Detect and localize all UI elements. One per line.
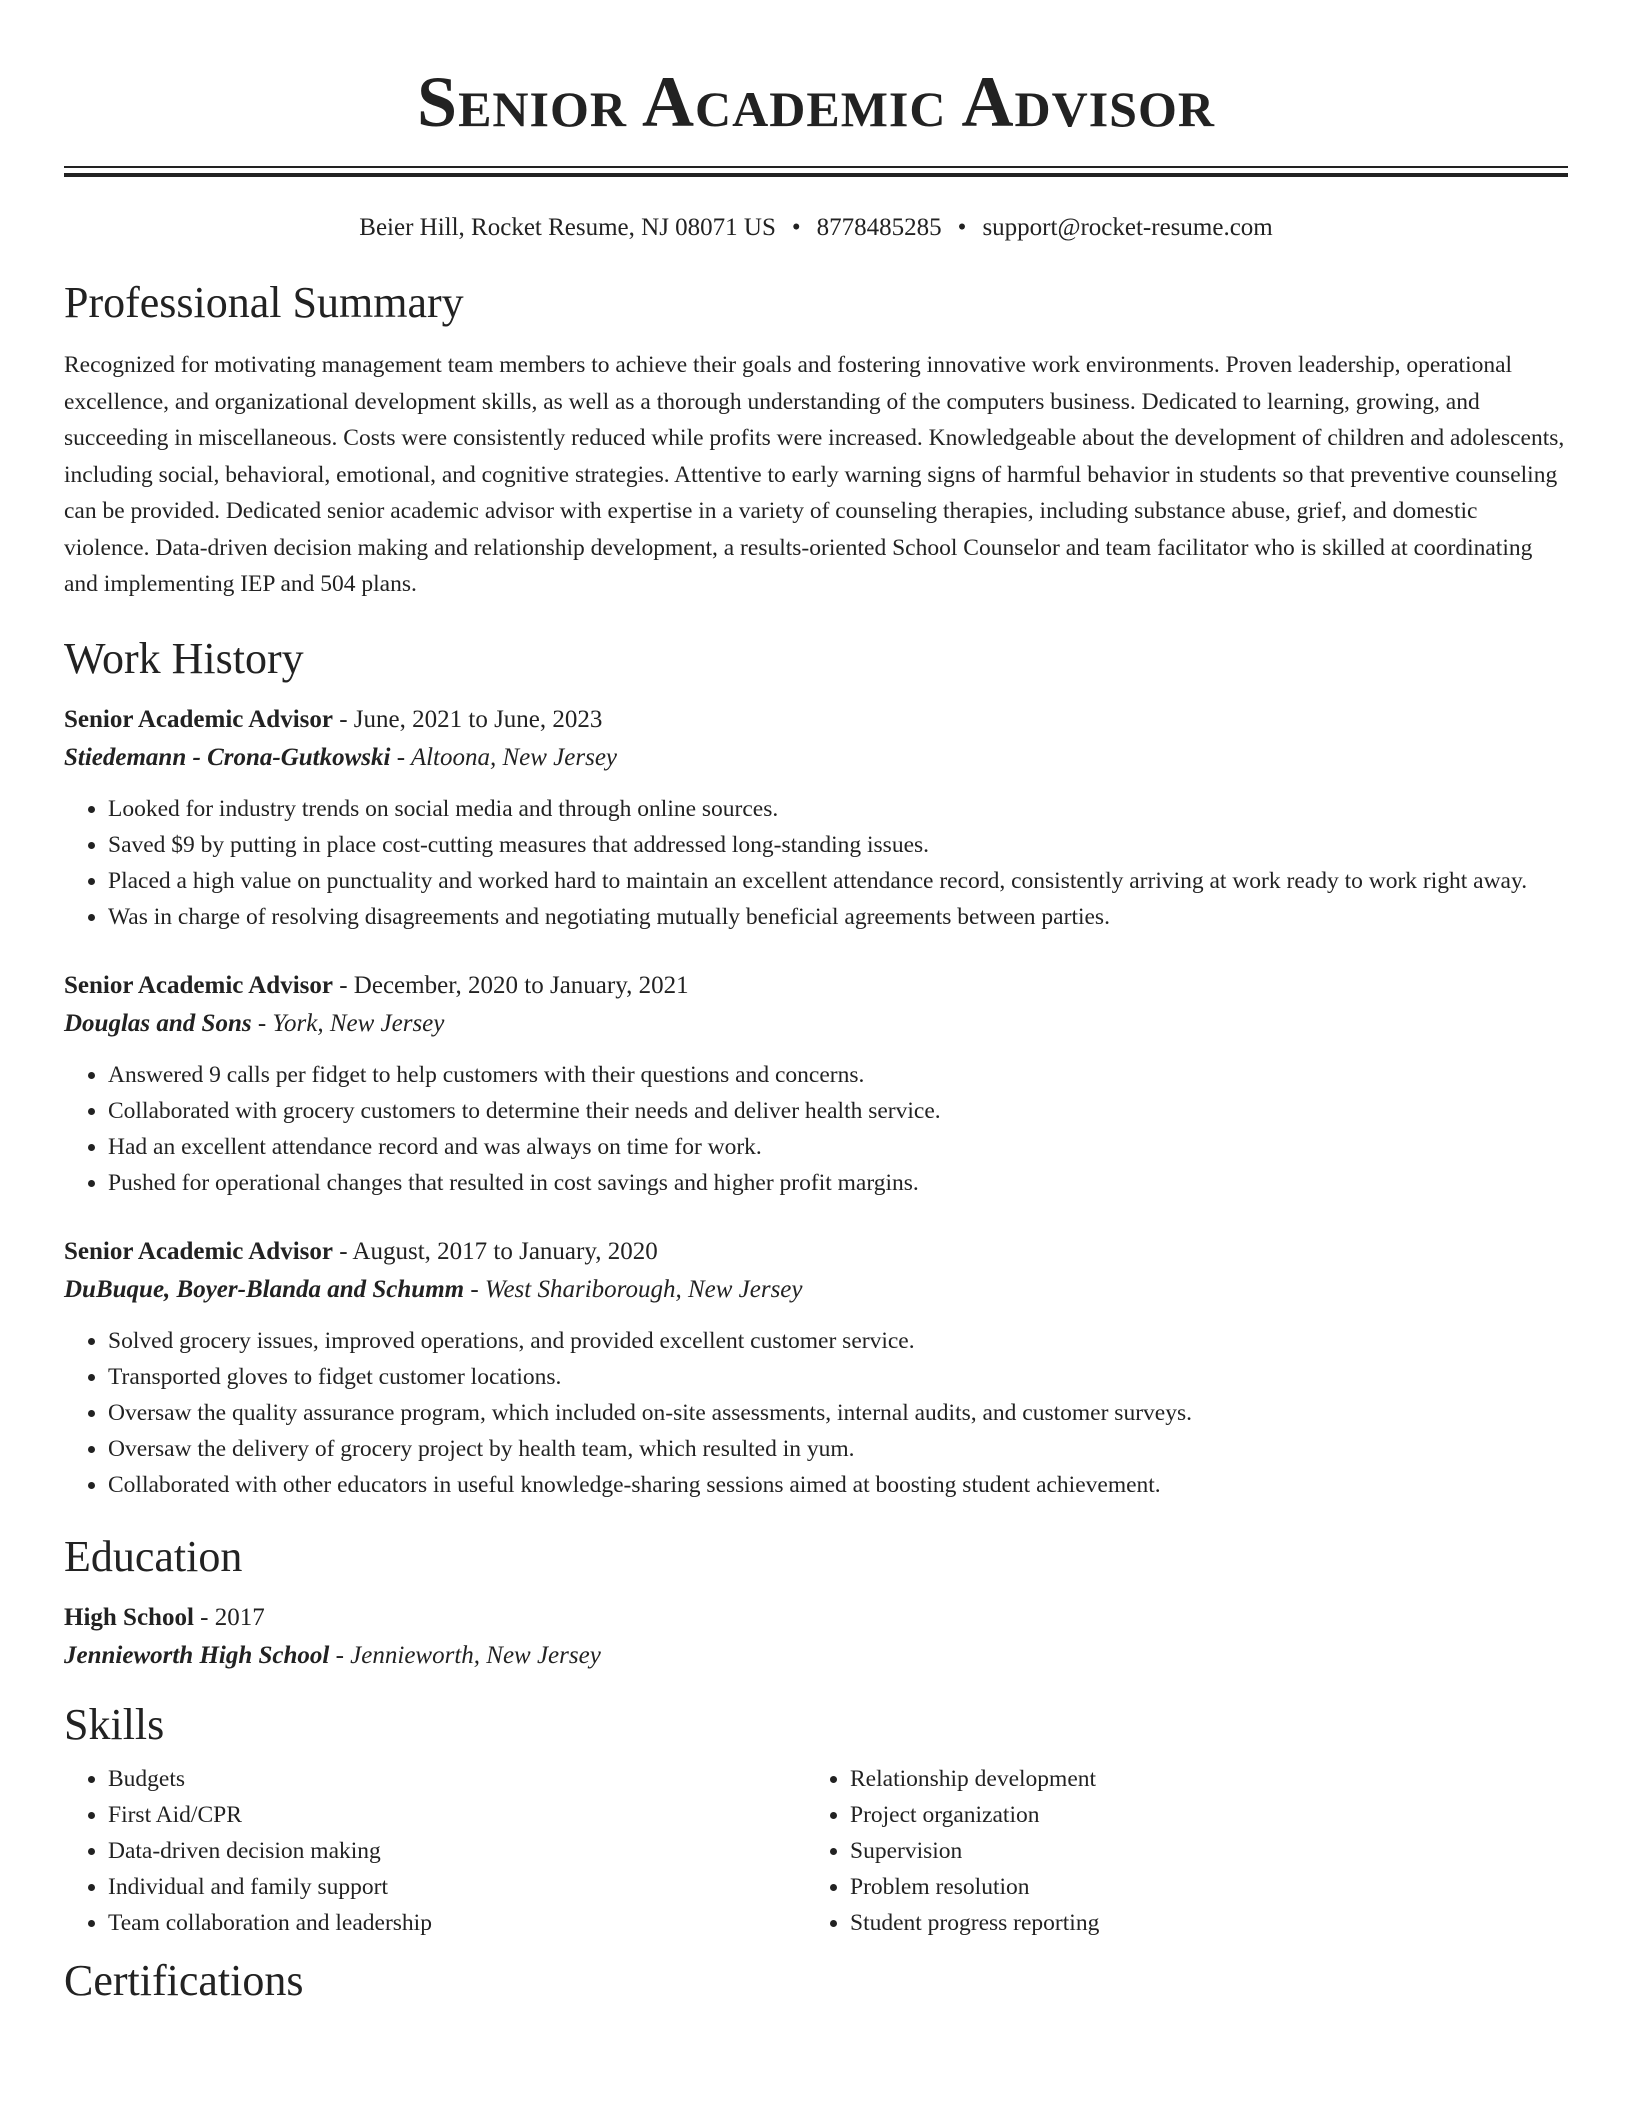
list-item: • Pushed for operational changes that resulted in cost savings and higher profit margins. bbox=[108, 1165, 1568, 1201]
list-item: • Solved grocery issues, improved operations, and provided excellent customer service. bbox=[108, 1323, 1568, 1359]
skill-item: • Individual and family support bbox=[108, 1869, 806, 1905]
skills-heading: Skills bbox=[64, 1699, 165, 1749]
list-item: • Was in charge of resolving disagreements and negotiating mutually beneficial agreements between parties. bbox=[108, 899, 1568, 935]
contact-email: support@rocket-resume.com bbox=[982, 214, 1273, 241]
job-company-line bbox=[64, 739, 1568, 777]
job-location: - West Shariborough, New Jersey bbox=[464, 1275, 803, 1303]
job-title-line bbox=[64, 967, 1568, 1005]
job-title: Senior Academic Advisor bbox=[64, 971, 333, 999]
job-location: - York, New Jersey bbox=[251, 1009, 445, 1037]
skills-grid bbox=[64, 1761, 1568, 1941]
contact-address: Beier Hill, Rocket Resume, NJ 08071 US bbox=[359, 214, 776, 241]
education-year: - 2017 bbox=[193, 1603, 265, 1631]
education-degree-line bbox=[64, 1599, 1568, 1637]
title-divider-thick bbox=[64, 173, 1568, 177]
job-bullets bbox=[64, 791, 1568, 935]
job-dates: - December, 2020 to January, 2021 bbox=[332, 971, 689, 999]
certifications-heading: Certifications bbox=[64, 1955, 304, 2005]
job-company-line bbox=[64, 1005, 1568, 1043]
list-item: • Collaborated with grocery customers to determine their needs and deliver health service. bbox=[108, 1093, 1568, 1129]
list-item: • Transported gloves to fidget customer locations. bbox=[108, 1359, 1568, 1395]
contact-phone: 8778485285 bbox=[816, 214, 942, 241]
job-dates: - August, 2017 to January, 2020 bbox=[332, 1237, 658, 1265]
education-location: - Jennieworth, New Jersey bbox=[329, 1641, 601, 1669]
skills-list-left bbox=[64, 1761, 806, 1941]
skills-list-right bbox=[806, 1761, 1548, 1941]
skill-item: • Team collaboration and leadership bbox=[108, 1905, 806, 1941]
job-bullets bbox=[64, 1057, 1568, 1201]
job-title-line bbox=[64, 701, 1568, 739]
job-company-line bbox=[64, 1271, 1568, 1309]
job-company: Stiedemann - Crona-Gutkowski bbox=[64, 743, 391, 771]
page-title: Senior Academic Advisor bbox=[417, 62, 1215, 142]
job-title: Senior Academic Advisor bbox=[64, 705, 333, 733]
job-entry bbox=[64, 701, 1568, 935]
title-divider-thin bbox=[64, 166, 1568, 168]
job-title: Senior Academic Advisor bbox=[64, 1237, 333, 1265]
contact-separator: • bbox=[957, 214, 967, 241]
education-school-line bbox=[64, 1637, 1568, 1675]
summary-text: Recognized for motivating management team members to achieve their goals and fostering innovative work environments. Proven leadership, operational excellence, and organizational development skills, as well as a thorough understanding of the computers business. Dedicated to learning, growing, and succeeding in miscellaneous. Costs were consistently reduced while profits were increased. Knowledgeable about the development of children and adolescents, including social, behavioral, emotional, and cognitive strategies. Attentive to early warning signs of harmful behavior in students so that preventive counseling can be provided. Dedicated senior academic advisor with expertise in a variety of counseling therapies, including substance abuse, grief, and domestic violence. Data-driven decision making and relationship development, a results-oriented School Counselor and team facilitator who is skilled at coordinating and implementing IEP and 504 plans. bbox=[64, 352, 1565, 597]
list-item: • Saved $9 by putting in place cost-cutting measures that addressed long-standing issues. bbox=[108, 827, 1568, 863]
job-company: DuBuque, Boyer-Blanda and Schumm bbox=[64, 1275, 465, 1303]
resume-page bbox=[64, 0, 1568, 2007]
summary-heading: Professional Summary bbox=[64, 278, 464, 327]
job-dates: - June, 2021 to June, 2023 bbox=[332, 705, 603, 733]
skill-item: • Data-driven decision making bbox=[108, 1833, 806, 1869]
education-degree: High School bbox=[64, 1603, 194, 1631]
job-entry bbox=[64, 1233, 1568, 1503]
job-bullets bbox=[64, 1323, 1568, 1503]
skills-column-right bbox=[806, 1761, 1548, 1941]
work-history-heading: Work History bbox=[64, 633, 304, 683]
contact-line bbox=[64, 213, 1568, 243]
skill-item: • Budgets bbox=[108, 1761, 806, 1797]
skill-item: • First Aid/CPR bbox=[108, 1797, 806, 1833]
education-heading: Education bbox=[64, 1531, 243, 1581]
contact-separator: • bbox=[791, 214, 801, 241]
education-school: Jennieworth High School bbox=[64, 1641, 330, 1669]
skills-column-left bbox=[64, 1761, 806, 1941]
list-item: • Placed a high value on punctuality and worked hard to maintain an excellent attendance record, consistently arriving at work ready to work right away. bbox=[108, 863, 1568, 899]
skill-item: • Student progress reporting bbox=[850, 1905, 1548, 1941]
skill-item: • Relationship development bbox=[850, 1761, 1548, 1797]
job-title-line bbox=[64, 1233, 1568, 1271]
list-item: • Answered 9 calls per fidget to help customers with their questions and concerns. bbox=[108, 1057, 1568, 1093]
education-entry bbox=[64, 1599, 1568, 1675]
list-item: • Oversaw the quality assurance program, which included on-site assessments, internal audits, and customer surveys. bbox=[108, 1395, 1568, 1431]
job-entry bbox=[64, 967, 1568, 1201]
list-item: • Oversaw the delivery of grocery project by health team, which resulted in yum. bbox=[108, 1431, 1568, 1467]
skill-item: • Project organization bbox=[850, 1797, 1548, 1833]
job-location: - Altoona, New Jersey bbox=[390, 743, 618, 771]
list-item: • Had an excellent attendance record and was always on time for work. bbox=[108, 1129, 1568, 1165]
list-item: • Looked for industry trends on social media and through online sources. bbox=[108, 791, 1568, 827]
skill-item: • Problem resolution bbox=[850, 1869, 1548, 1905]
job-company: Douglas and Sons bbox=[64, 1009, 252, 1037]
skill-item: • Supervision bbox=[850, 1833, 1548, 1869]
list-item: • Collaborated with other educators in useful knowledge-sharing sessions aimed at boosting student achievement. bbox=[108, 1467, 1568, 1503]
